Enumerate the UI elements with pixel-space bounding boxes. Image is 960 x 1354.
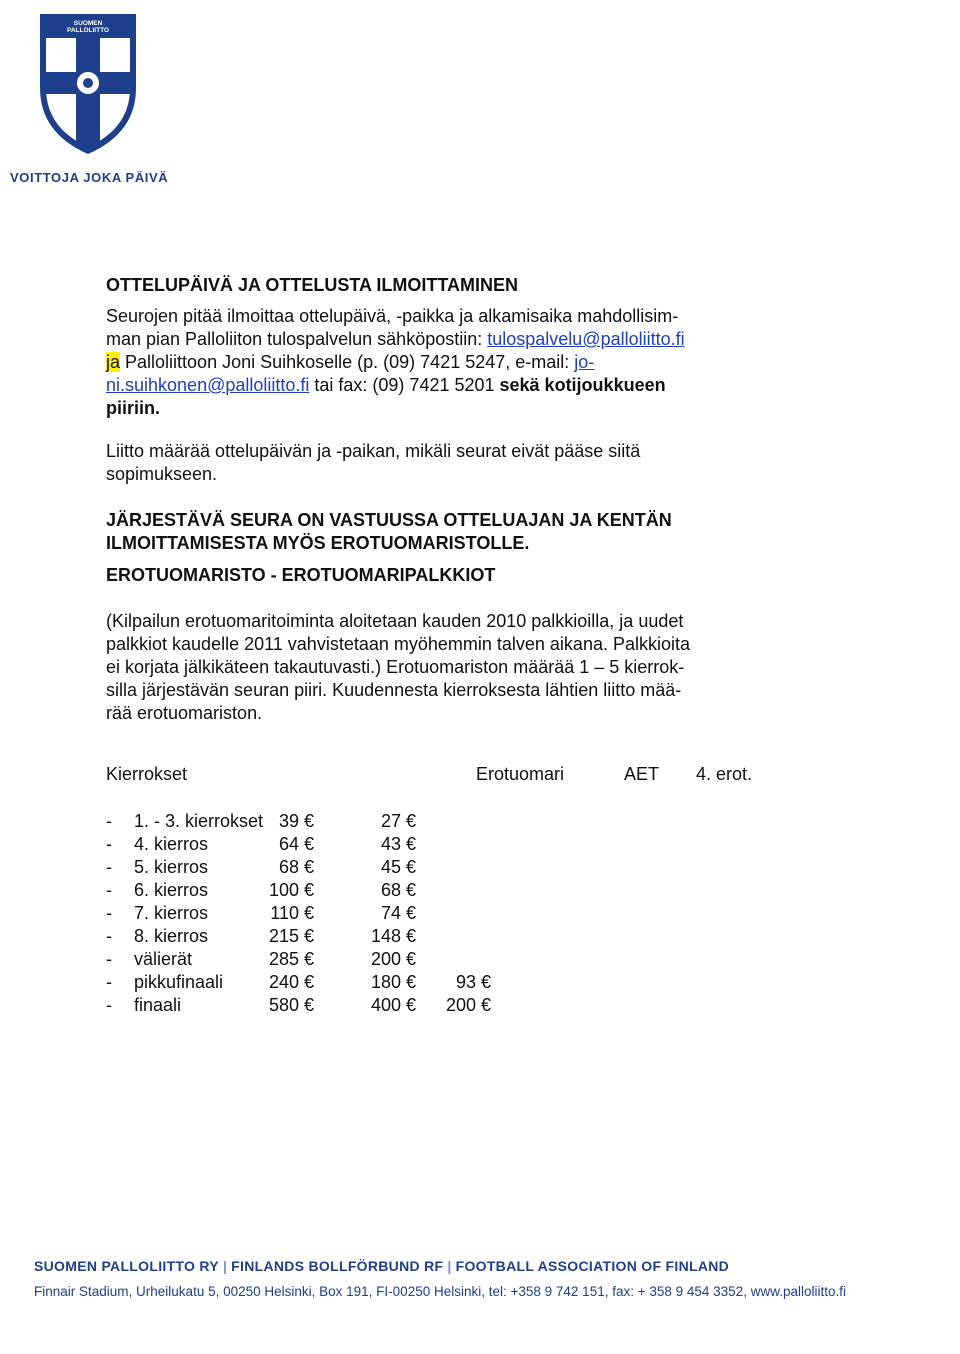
row-round-name: pikkufinaali [134, 972, 224, 992]
bold-text: sekä kotijoukkueen [499, 375, 666, 395]
row-aet-fee: 45 € [380, 857, 416, 877]
row-referee-fee: 39 € [278, 811, 314, 831]
paragraph-liitto: Liitto määrää ottelupäivän ja -paikan, mikäli seurat eivät pääse siitä sopimukseen. [106, 441, 641, 484]
section-heading-erotuomaristo: EROTUOMARISTO - EROTUOMARIPALKKIOT [106, 565, 496, 585]
table-row [106, 857, 786, 880]
row-aet-fee: 68 € [380, 880, 416, 900]
paragraph-line: rää erotuomariston. [106, 703, 263, 723]
row-dash: - [106, 903, 112, 923]
paragraph-line [106, 328, 766, 351]
row-referee-fee: 68 € [278, 857, 314, 877]
row-referee-fee: 64 € [278, 834, 314, 854]
row-referee-fee: 580 € [268, 995, 314, 1015]
paragraph-line: Seurojen pitää ilmoittaa ottelupäivä, -paikka ja alkamisaika mahdollisim- [106, 306, 679, 326]
row-referee-fee: 100 € [268, 880, 314, 900]
email-link-joni-part1[interactable]: jo- [574, 352, 595, 372]
row-referee-fee: 215 € [268, 926, 314, 946]
section-heading-ottelupaiva: OTTELUPÄIVÄ JA OTTELUSTA ILMOITTAMINEN [106, 275, 518, 295]
row-aet-fee: 200 € [370, 949, 416, 969]
table-header-row [106, 764, 786, 787]
table-row [106, 972, 786, 995]
row-referee-fee: 240 € [268, 972, 314, 992]
row-dash: - [106, 811, 112, 831]
highlighted-text: ja [106, 352, 121, 372]
row-round-name: välierät [134, 949, 193, 969]
row-aet-fee: 400 € [370, 995, 416, 1015]
row-dash: - [106, 880, 112, 900]
row-aet-fee: 74 € [380, 903, 416, 923]
row-referee-fee: 285 € [268, 949, 314, 969]
table-row [106, 811, 786, 834]
paragraph-line: piiriin. [106, 398, 160, 418]
header-erotuomari: Erotuomari [476, 764, 565, 784]
paragraph-line: (Kilpailun erotuomaritoiminta aloitetaan kauden 2010 palkkioilla, ja uudet [106, 611, 684, 631]
footer-divider: | [222, 1258, 228, 1274]
footer-org-en: FOOTBALL ASSOCIATION OF FINLAND [455, 1258, 730, 1274]
row-round-name: 1. - 3. kierrokset [134, 811, 264, 831]
table-row [106, 834, 786, 857]
email-link-tulospalvelu[interactable]: tulospalvelu@palloliitto.fi [487, 329, 685, 349]
row-round-name: 6. kierros [134, 880, 209, 900]
paragraph-line: ei korjata jälkikäteen takautuvasti.) Erotuomariston määrää 1 – 5 kierrok- [106, 657, 685, 677]
row-dash: - [106, 995, 112, 1015]
header-aet: AET [624, 764, 660, 784]
emphasis-line: ILMOITTAMISESTA MYÖS EROTUOMARISTOLLE. [106, 533, 530, 553]
table-row [106, 949, 786, 972]
paragraph-line [106, 374, 766, 397]
document-body [106, 274, 766, 725]
paragraph-line: palkkiot kaudelle 2011 vahvistetaan myöhemmin talven aikana. Palkkioita [106, 634, 690, 654]
row-round-name: 4. kierros [134, 834, 209, 854]
row-round-name: 8. kierros [134, 926, 209, 946]
logo-text: SUOMEN PALLOLIITTO [66, 20, 109, 34]
footer-org-sv: FINLANDS BOLLFÖRBUND RF [231, 1258, 444, 1274]
row-referee-fee: 110 € [270, 903, 314, 923]
footer-org-fi: SUOMEN PALLOLIITTO RY [34, 1258, 219, 1274]
row-aet-fee: 148 € [370, 926, 416, 946]
paragraph-text: man pian Palloliiton tulospalvelun sähköpostiin: [106, 329, 488, 349]
footer-organisations [34, 1258, 729, 1274]
row-aet-fee: 27 € [380, 811, 416, 831]
row-dash: - [106, 949, 112, 969]
row-aet-fee: 43 € [380, 834, 416, 854]
header-kierrokset: Kierrokset [106, 764, 188, 784]
row-round-name: finaali [134, 995, 182, 1015]
row-fourth-fee: 200 € [445, 995, 491, 1015]
emphasis-line: JÄRJESTÄVÄ SEURA ON VASTUUSSA OTTELUAJAN JA KENTÄN [106, 510, 672, 530]
fees-table [106, 764, 786, 1018]
row-fourth-fee: 93 € [455, 972, 491, 992]
row-dash: - [106, 926, 112, 946]
email-link-joni-part2[interactable]: ni.suihkonen@palloliitto.fi [106, 375, 310, 395]
paragraph-text: Palloliittoon Joni Suihkoselle (p. (09) 7421 5247, e-mail: [120, 352, 575, 372]
row-round-name: 7. kierros [134, 903, 209, 923]
row-round-name: 5. kierros [134, 857, 209, 877]
row-dash: - [106, 857, 112, 877]
table-row [106, 903, 786, 926]
paragraph-text: tai fax: (09) 7421 5201 [309, 375, 500, 395]
row-dash: - [106, 972, 112, 992]
paragraph-line [106, 351, 766, 374]
palloliitto-logo [28, 8, 148, 158]
table-row [106, 926, 786, 949]
paragraph-line: silla järjestävän seuran piiri. Kuudennesta kierroksesta lähtien liitto mää- [106, 680, 682, 700]
footer-address: Finnair Stadium, Urheilukatu 5, 00250 Helsinki, Box 191, FI-00250 Helsinki, tel: +358 9 742 151, fax: + 358 9 454 3352, www.palloliitto.fi [34, 1284, 846, 1299]
row-aet-fee: 180 € [370, 972, 416, 992]
row-dash: - [106, 834, 112, 854]
logo-motto: VOITTOJA JOKA PÄIVÄ [10, 170, 169, 185]
table-body [106, 811, 786, 1018]
paragraph-palkkiot [106, 610, 766, 725]
table-row [106, 880, 786, 903]
footer-divider: | [447, 1258, 452, 1274]
table-row [106, 995, 786, 1018]
header-4-erot: 4. erot. [696, 764, 753, 784]
